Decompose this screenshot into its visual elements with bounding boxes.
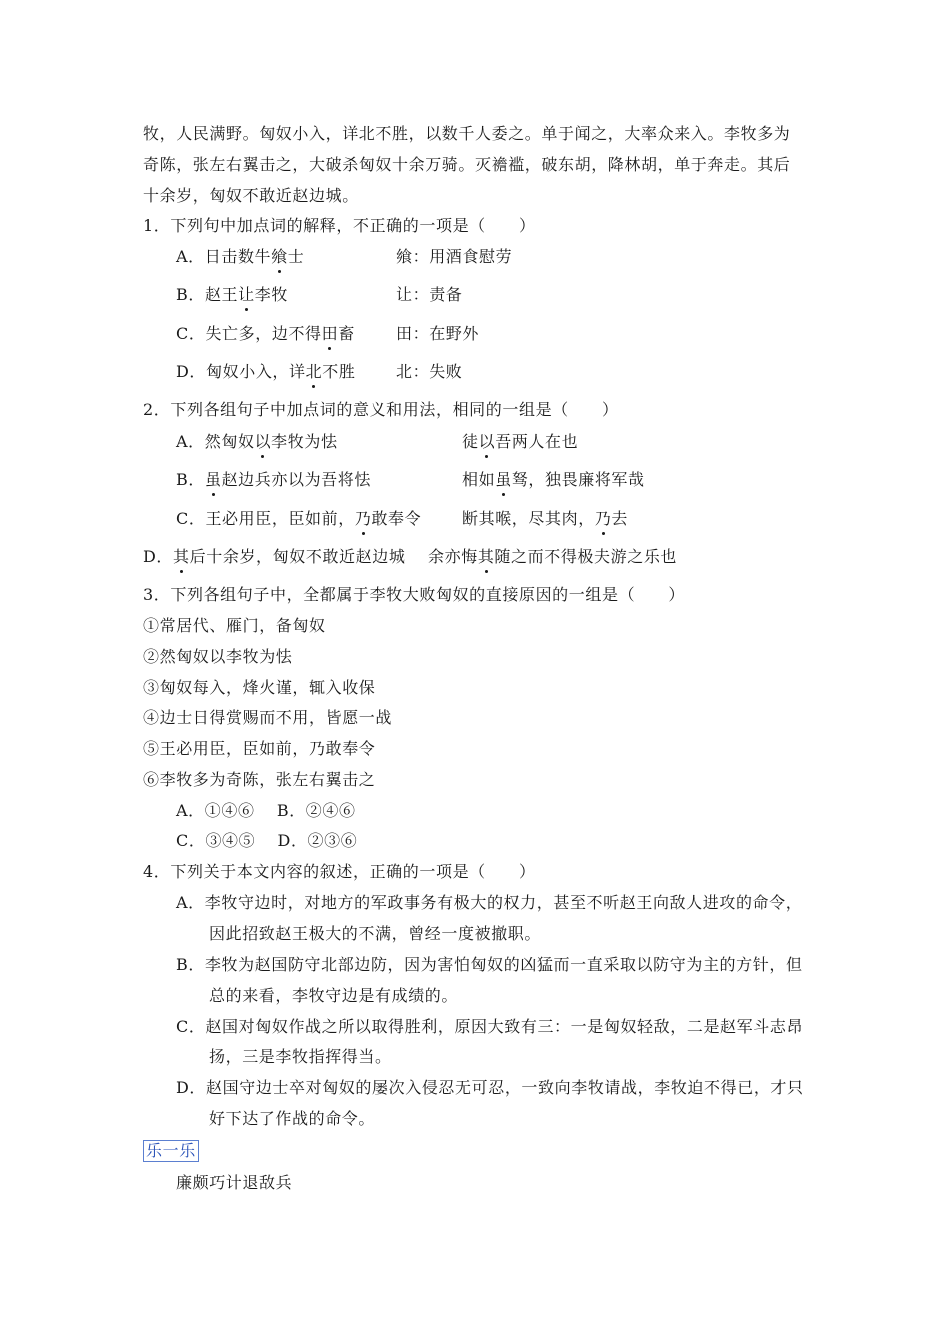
- question-2-stem: 2．下列各组句子中加点词的意义和用法，相同的一组是（ ）: [143, 400, 619, 419]
- dotted-word: 乃: [354, 509, 372, 528]
- q1-option-a: A．日击数牛飨士: [176, 247, 305, 266]
- dotted-word: 北: [305, 362, 323, 381]
- q4-option-c-line-1: C．赵国对匈奴作战之所以取得胜利，原因大致有三：一是匈奴轻敌，二是赵军斗志昂: [176, 1017, 804, 1036]
- dotted-word: 其: [477, 547, 495, 566]
- q1-option-a-gloss: 飨：用酒食慰劳: [396, 247, 513, 266]
- q1-option-c: C．失亡多，边不得田畜: [176, 324, 355, 343]
- question-3-stem: 3．下列各组句子中，全都属于李牧大败匈奴的直接原因的一组是（ ）: [143, 585, 685, 604]
- q1-option-b: B．赵王让李牧: [176, 285, 288, 304]
- q4-option-b-line-1: B．李牧为赵国防守北部边防，因为害怕匈奴的凶猛而一直采取以防守为主的方针，但: [176, 955, 803, 974]
- q3-item-4: ④边士日得赏赐而不用，皆愿一战: [143, 708, 393, 727]
- passage-line-3: 十余岁，匈奴不敢近赵边城。: [143, 186, 359, 205]
- q3-item-1: ①常居代、雁门，备匈奴: [143, 616, 326, 635]
- q4-option-d-line-1: D．赵国守边士卒对匈奴的屡次入侵忍无可忍，一致向李牧请战，李牧迫不得已，才只: [176, 1078, 804, 1097]
- q1-option-d: D．匈奴小入，详北不胜: [176, 362, 356, 381]
- q3-item-6: ⑥李牧多为奇陈，张左右翼击之: [143, 770, 376, 789]
- q2-option-d-left: D．其后十余岁，匈奴不敢近赵边城: [143, 547, 406, 566]
- passage-line-2: 奇陈，张左右翼击之，大破杀匈奴十余万骑。灭襜褴，破东胡，降林胡，单于奔走。其后: [143, 155, 791, 174]
- q4-option-a-line-2: 因此招致赵王极大的不满，曾经一度被撤职。: [209, 924, 542, 943]
- q3-item-5: ⑤王必用臣，臣如前，乃敢奉令: [143, 739, 376, 758]
- q3-options-row-2: C．③④⑤ D．②③⑥: [176, 831, 358, 850]
- dotted-word: 其: [173, 547, 190, 566]
- q4-option-b-line-2: 总的来看，李牧守边是有成绩的。: [209, 986, 459, 1005]
- dotted-word: 虽: [204, 470, 222, 489]
- fun-story-title: 廉颇巧计退敌兵: [176, 1173, 293, 1192]
- dotted-word: 以: [478, 432, 496, 451]
- q2-option-b-right: 相如虽驽，独畏廉将军哉: [462, 470, 645, 489]
- q2-option-d-right: 余亦悔其随之而不得极夫游之乐也: [428, 547, 678, 566]
- question-4-stem: 4．下列关于本文内容的叙述，正确的一项是（ ）: [143, 862, 536, 881]
- q2-option-b-left: B．虽赵边兵亦以为吾将怯: [176, 470, 371, 489]
- q2-option-a-left: A．然匈奴以李牧为怯: [176, 432, 338, 451]
- dotted-word: 让: [238, 285, 255, 304]
- q2-option-c-left: C．王必用臣，臣如前，乃敢奉令: [176, 509, 422, 528]
- q1-option-c-gloss: 田：在野外: [396, 324, 480, 343]
- q2-option-a-right: 徒以吾两人在也: [462, 432, 579, 451]
- q2-option-c-right: 断其喉，尽其肉，乃去: [462, 509, 629, 528]
- question-1-stem: 1．下列句中加点词的解释，不正确的一项是（ ）: [143, 216, 536, 235]
- dotted-word: 虽: [495, 470, 512, 489]
- dotted-word: 飨: [271, 247, 288, 266]
- dotted-word: 田: [321, 324, 339, 343]
- dotted-word: 以: [254, 432, 272, 451]
- dotted-word: 乃: [594, 509, 612, 528]
- fun-section-tag[interactable]: 乐一乐: [143, 1140, 199, 1162]
- q3-options-row-1: A．①④⑥ B．②④⑥: [176, 801, 356, 820]
- q4-option-a-line-1: A．李牧守边时，对地方的军政事务有极大的权力，甚至不听赵王向敌人进攻的命令，: [176, 893, 803, 912]
- q3-item-2: ②然匈奴以李牧为怯: [143, 647, 293, 666]
- q3-item-3: ③匈奴每入，烽火谨，辄入收保: [143, 678, 376, 697]
- q4-option-c-line-2: 扬，三是李牧指挥得当。: [209, 1047, 392, 1066]
- q1-option-d-gloss: 北：失败: [396, 362, 463, 381]
- q1-option-b-gloss: 让：责备: [396, 285, 463, 304]
- passage-line-1: 牧，人民满野。匈奴小入，详北不胜，以数千人委之。单于闻之，大率众来入。李牧多为: [143, 124, 791, 143]
- q4-option-d-line-2: 好下达了作战的命令。: [209, 1109, 376, 1128]
